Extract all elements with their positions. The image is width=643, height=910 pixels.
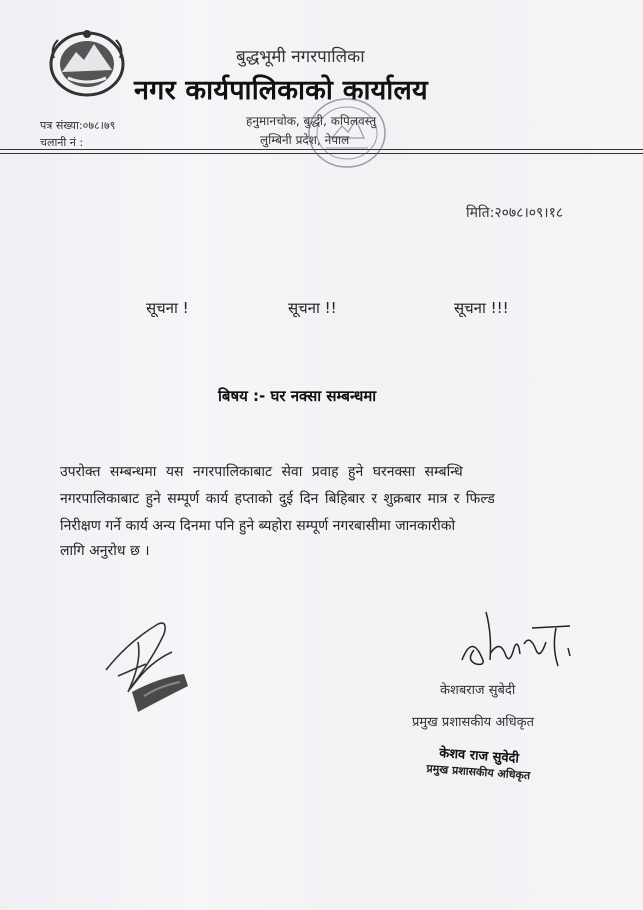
subject-line: बिषय :- घर नक्सा सम्बन्धमा — [218, 387, 377, 405]
notice-heading-2: सूचना !! — [288, 299, 337, 317]
signatory-name: केशबराज सुबेदी — [440, 683, 516, 698]
signatory-title: प्रमुख प्रशासकीय अधिकृत — [412, 715, 535, 730]
office-name: नगर कार्यपालिकाको कार्यालय — [134, 75, 428, 106]
right-handwritten-signature — [452, 604, 580, 680]
signatory-title-stamp: प्रमुख प्रशासकीय अधिकृत — [426, 761, 531, 783]
address-line-1: हनुमानचोक, बुद्धी, कपिलवस्तु — [246, 114, 377, 128]
signatory-name-stamp: केशव राज सुवेदी — [438, 745, 520, 767]
notice-heading-1: सूचना ! — [146, 299, 189, 317]
letter-number: पत्र संख्या:०७८।७९ — [40, 119, 116, 132]
body-text-line: उपरोक्त सम्बन्धमा यस नगरपालिकाबाट सेवा प्रवाह हुने घरनक्सा सम्बन्धि — [60, 464, 463, 480]
issue-date: मिति:२०७८।०९।१८ — [466, 205, 564, 221]
body-text-line: निरीक्षण गर्ने कार्य अन्य दिनमा पनि हुने ब्यहोरा सम्पूर्ण नगरबासीमा जानकारीको — [60, 518, 456, 534]
notice-heading-3: सूचना !!! — [454, 299, 509, 317]
body-text-line: लागि अनुरोध छ । — [60, 543, 150, 559]
municipality-name: बुद्धभूमी नगरपालिका — [236, 47, 365, 67]
dispatch-number: चलानी नं : — [40, 136, 84, 149]
office-seal-stamp — [302, 92, 392, 174]
nepal-emblem-logo — [48, 28, 126, 98]
left-handwritten-signature — [98, 612, 198, 724]
address-line-2: लुम्बिनी प्रदेश, नेपाल — [260, 133, 350, 147]
body-text-line: नगरपालिकाबाट हुने सम्पूर्ण कार्य हप्ताको दुई दिन बिहिबार र शुक्रबार मात्र र फिल्ड — [60, 491, 495, 507]
